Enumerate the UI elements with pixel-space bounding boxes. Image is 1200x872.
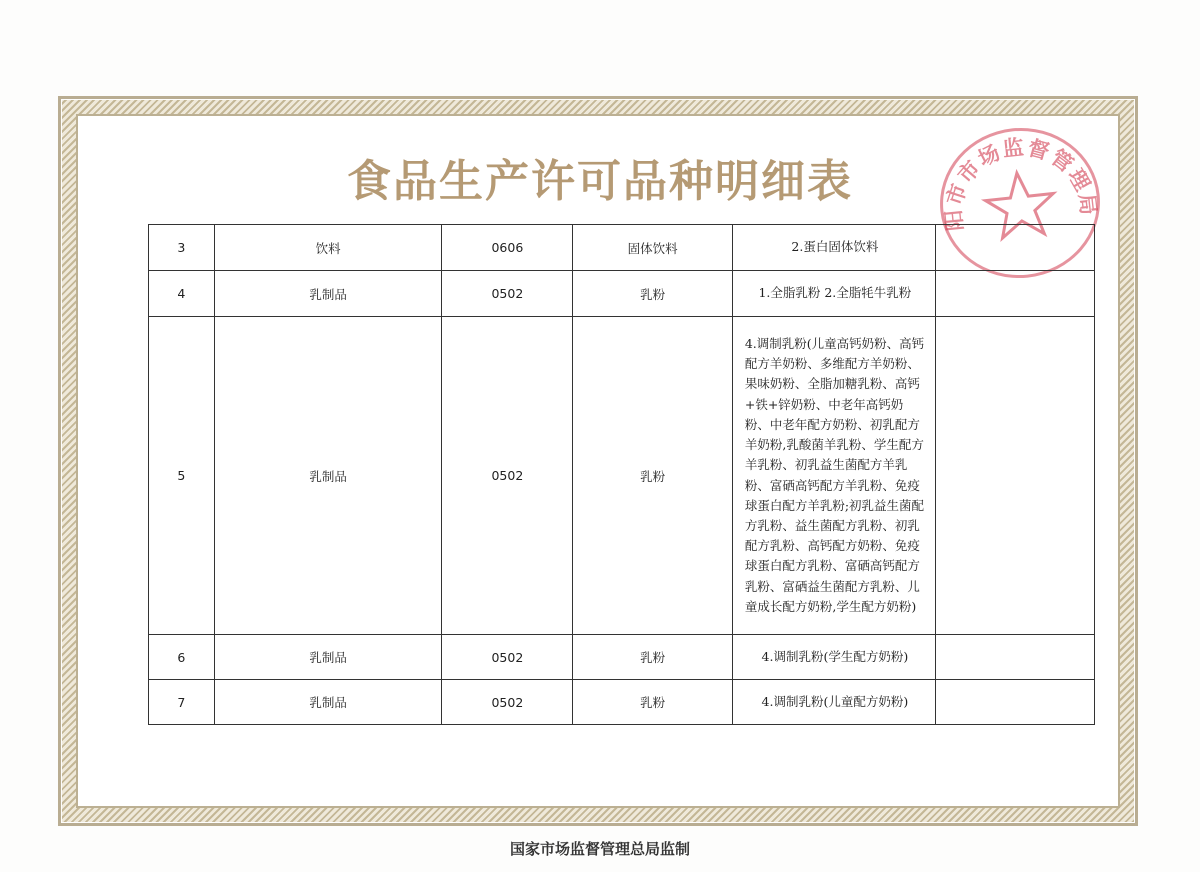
product-detail: 4.调制乳粉(儿童配方奶粉) [732, 680, 935, 725]
issuer-footer: 国家市场监督管理总局监制 [509, 840, 690, 858]
row-number: 6 [149, 635, 215, 680]
seal-text: 阳市市场监督管理局 [940, 133, 1102, 233]
product-type: 乳粉 [573, 317, 732, 635]
remark-cell [935, 635, 1094, 680]
table-row [149, 225, 1095, 271]
product-detail: 2.蛋白固体饮料 [732, 225, 935, 271]
product-detail: 1.全脂乳粉 2.全脂牦牛乳粉 [732, 271, 935, 317]
product-type: 乳粉 [573, 271, 732, 317]
product-type: 固体饮料 [573, 225, 732, 271]
product-detail: 4.调制乳粉(学生配方奶粉) [732, 635, 935, 680]
row-number: 4 [149, 271, 215, 317]
food-category: 饮料 [214, 225, 442, 271]
category-code: 0502 [442, 680, 573, 725]
table-row [149, 317, 1095, 635]
remark-cell [935, 680, 1094, 725]
product-detail-table [148, 224, 1095, 725]
food-category: 乳制品 [214, 635, 442, 680]
remark-cell [935, 225, 1094, 271]
food-category: 乳制品 [214, 317, 442, 635]
category-code: 0502 [442, 317, 573, 635]
product-type: 乳粉 [573, 680, 732, 725]
category-code: 0502 [442, 635, 573, 680]
row-number: 7 [149, 680, 215, 725]
table-row [149, 680, 1095, 725]
food-category: 乳制品 [214, 271, 442, 317]
row-number: 3 [149, 225, 215, 271]
table-row [149, 635, 1095, 680]
category-code: 0606 [442, 225, 573, 271]
remark-cell [935, 317, 1094, 635]
document-title: 食品生产许可品种明细表 [347, 156, 853, 207]
row-number: 5 [149, 317, 215, 635]
category-code: 0502 [442, 271, 573, 317]
food-category: 乳制品 [214, 680, 442, 725]
table-row [149, 271, 1095, 317]
product-type: 乳粉 [573, 635, 732, 680]
product-detail: 4.调制乳粉(儿童高钙奶粉、高钙配方羊奶粉、多维配方羊奶粉、果味奶粉、全脂加糖乳粉、高钙+铁+锌奶粉、中老年高钙奶粉、中老年配方奶粉、初乳配方羊奶粉,乳酸菌羊乳粉、学生配方羊乳粉、初乳益生菌配方羊乳粉、富硒高钙配方羊乳粉、免疫球蛋白配方羊乳粉;初乳益生菌配方乳粉、益生菌配方乳粉、初乳配方乳粉、高钙配方奶粉、免疫球蛋白配方乳粉、富硒高钙配方乳粉、富硒益生菌配方乳粉、儿童成长配方奶粉,学生配方奶粉) [732, 317, 935, 635]
remark-cell [935, 271, 1094, 317]
